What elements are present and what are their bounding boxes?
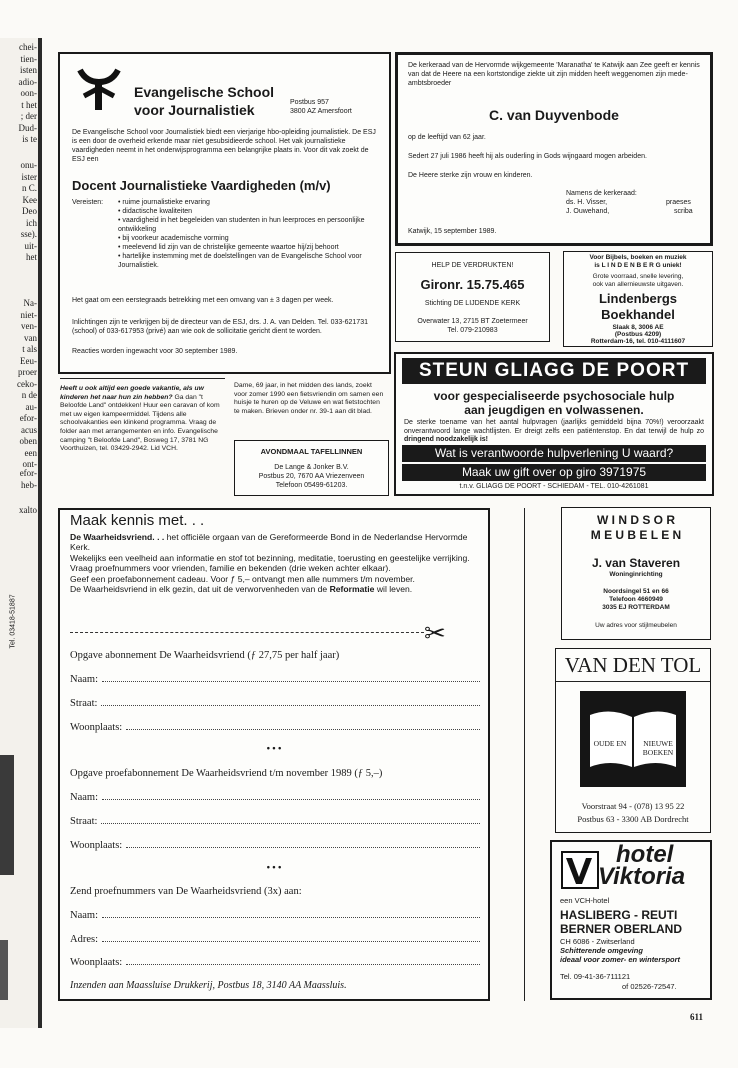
avondmaal-line-1: De Lange & Jonker B.V. (274, 464, 349, 471)
wv-separator-2: • • • (266, 862, 282, 872)
obituary-place-date: Katwijk, 15 september 1989. (408, 228, 497, 235)
left-strip-line: een (24, 447, 37, 458)
hotel-logo-icon (560, 850, 600, 890)
left-strip-line: au- (25, 401, 37, 412)
gliagg-title: STEUN GLIAGG DE POORT (402, 358, 706, 384)
esj-logo-icon (74, 64, 124, 114)
avondmaal-ad (234, 440, 389, 496)
esj-address-1: Postbus 957 (290, 99, 329, 106)
left-strip-line: t als (22, 344, 37, 354)
wv-form3-naam[interactable]: Naam: (70, 910, 480, 921)
obituary-ad (395, 52, 713, 246)
left-strip-line: isten (20, 65, 37, 75)
esj-address-2: 3800 AZ Amersfoort (290, 108, 352, 115)
wv-form1-woonplaats[interactable]: Woonplaats: (70, 722, 480, 733)
wv-form1-naam[interactable]: Naam: (70, 674, 480, 685)
obituary-sign2-name: J. Ouwehand, (566, 208, 610, 215)
ldk-org: Stichting DE LIJDENDE KERK (424, 300, 521, 307)
vakantie-text: Heeft u ook altijd een goede vakantie, als uw kinderen het naar hun zin hebben? Ga dan "t Beloofde Land" ontdekken! Huur een caravan of kom met uw eigen kampeermiddel. Tijdens alle schoolvakanties een klinkend programma. Vraag de folder aan met arrangementen en info. Evangelische camping "t Beloofde Land", Bosweg 17, 3781 NG Voorthuizen, tel. 03429-2942. Lid VCH. (60, 385, 220, 453)
gliagg-footer: t.n.v. GLIAGG DE POORT - SCHIEDAM - TEL. 010-4261081 (459, 483, 649, 490)
left-strip-line: is te (22, 134, 37, 144)
obituary-sign1-role: praeses (666, 199, 691, 206)
requirement-item: • hartelijke instemming met de doelstellingen van de Evangelische School voor Journalistiek. (118, 253, 362, 269)
esj-para2: Het gaat om een eerstegraads betrekking met een omvang van ± 3 dagen per week. (72, 297, 334, 304)
waarheidsvriend-ad (58, 508, 490, 1001)
windsor-sub: Woninginrichting (609, 571, 663, 578)
wv-section-2: Opgave proefabonnement De Waarheidsvriend t/m november 1989 (ƒ 5,–) (70, 768, 383, 779)
obituary-sign1-name: ds. H. Visser, (566, 199, 608, 206)
left-strip-line: ceko- (17, 378, 37, 389)
page-number: 611 (690, 1012, 704, 1022)
left-strip-text-a (1, 42, 37, 146)
avondmaal-title: AVONDMAAL TAFELLINNEN (260, 447, 363, 456)
left-strip-line: ister (21, 171, 37, 182)
wv-form2-straat[interactable]: Straat: (70, 816, 480, 827)
requirement-item: • didactische kwaliteiten (118, 208, 193, 215)
left-strip-line: n C. (21, 183, 37, 193)
windsor-line-1: W I N D S O R (597, 513, 675, 527)
wv-section-1: Opgave abonnement De Waarheidsvriend (ƒ 27,75 per half jaar) (70, 650, 340, 661)
lijdende-kerk-ad (395, 252, 550, 342)
wv-separator-1: • • • (266, 743, 282, 753)
lb-sub-1: Grote voorraad, snelle levering, (592, 273, 684, 280)
vakantie-ad (60, 378, 225, 501)
hotel-tel-1: Tel. 09-41-36-711121 (560, 972, 631, 981)
left-strip-line: ; der (20, 111, 37, 121)
left-strip-text-c (1, 298, 37, 471)
lb-header-1: Voor Bijbels, boeken en muziek (589, 254, 687, 261)
hotel-place-2: BERNER OBERLAND (560, 922, 683, 936)
obituary-strength: De Heere sterke zijn vrouw en kinderen. (408, 172, 533, 179)
lb-name-1: Lindenbergs (598, 291, 677, 306)
wv-heading: Maak kennis met. . . (70, 512, 205, 529)
vandentol-right: NIEUWE BOEKEN (642, 739, 674, 757)
hotel-logo-text-2: Viktoria (598, 863, 686, 890)
obituary-intro: De kerkeraad van de Hervormde wijkgemeente 'Maranatha' te Katwijk aan Zee geeft er kennis van dat de Heere na een kortstondige ziekte uit zijn midden heeft weggenomen zijn mede-ambtsbroeder (408, 62, 700, 87)
vandentol-name: VAN DEN TOL (564, 653, 702, 677)
lb-addr-2: (Postbus 4209) (614, 331, 662, 338)
left-strip-line: sse). (20, 229, 37, 239)
gliagg-giro: Maak uw gift over op giro 3971975 (402, 464, 706, 481)
left-strip-line: n de (21, 390, 37, 400)
requirement-item: • ruime journalistieke ervaring (118, 199, 210, 206)
esj-req-label: Vereisten: (72, 199, 104, 206)
left-strip-line: Dud- (18, 122, 37, 133)
windsor-line-2: M E U B E L E N (590, 528, 682, 542)
esj-name-1: Evangelische School (134, 84, 275, 100)
hotel-tel-2: of 02526-72547. (622, 982, 677, 991)
left-strip-line: proer (18, 367, 37, 377)
esj-job-title: Docent Journalistieke Vaardigheden (m/v) (72, 178, 331, 193)
obituary-name: C. van Duyvenbode (489, 107, 619, 123)
column-divider (524, 508, 525, 1001)
esj-requirements (118, 198, 368, 270)
wv-form2-naam[interactable]: Naam: (70, 792, 480, 803)
wv-cut-line (70, 632, 424, 633)
left-strip-line: efor- (19, 413, 37, 423)
left-strip-line: heb- (21, 479, 37, 490)
dame-ad: Dame, 69 jaar, in het midden des lands, zoekt voor zomer 1990 een fietsvriendin om samen een huisje te huren op de Veluwe en wat fietstochten te maken. Brieven onder nr. 39-1 aan dit blad. (234, 382, 384, 415)
hotel-viktoria-ad (550, 840, 712, 1000)
hotel-tag-2: ideaal voor zomer- en wintersport (560, 955, 681, 964)
obituary-age: op de leeftijd van 62 jaar. (408, 134, 486, 141)
hotel-vch: een VCH-hotel (560, 896, 610, 905)
esj-para4: Reacties worden ingewacht voor 30 september 1989. (72, 348, 238, 355)
left-strip-dark-ad (0, 755, 14, 875)
gliagg-sub-2: aan jeugdigen en volwassenen. (464, 403, 644, 417)
hotel-logo-text-1: hotel (616, 841, 674, 868)
left-strip-line: efor- (19, 468, 37, 478)
left-strip-line: onu- (20, 160, 37, 170)
vandentol-addr-1: Voorstraat 94 - (078) 13 95 22 (581, 801, 685, 811)
windsor-addr-2: Telefoon 4660949 (609, 596, 663, 603)
ldk-giro: Gironr. 15.75.465 (420, 277, 525, 292)
requirement-item: • bij voorkeur academische vorming (118, 235, 229, 242)
ldk-address: Overwater 13, 2715 BT Zoetermeer (417, 318, 528, 325)
left-strip-line: xalto (19, 505, 37, 515)
wv-form2-woonplaats[interactable]: Woonplaats: (70, 840, 480, 851)
obituary-sign-label: Namens de kerkeraad: (566, 190, 637, 197)
wv-form3-adres[interactable]: Adres: (70, 934, 480, 945)
obituary-since: Sedert 27 juli 1986 heeft hij als ouderling in Gods wijngaard mogen arbeiden. (408, 153, 647, 160)
lb-sub-2: ook van allernieuwste uitgaven. (592, 281, 684, 288)
lb-name-2: Boekhandel (601, 307, 675, 322)
left-strip-line: adio- (18, 76, 37, 87)
obituary-sign2-role: scriba (674, 208, 693, 215)
wv-form3-woonplaats[interactable]: Woonplaats: (70, 957, 480, 968)
lb-addr-1: Slaak 8, 3006 AE (612, 324, 664, 331)
lb-addr-3: Rotterdam-16, tel. 010-4111607 (590, 338, 686, 345)
left-strip-line: uit- (24, 240, 37, 251)
vandentol-ad (555, 648, 711, 833)
left-strip-line: van (24, 332, 37, 343)
left-strip-line: Na- (23, 298, 37, 308)
esj-ad (58, 52, 391, 374)
wv-section-3: Zend proefnummers van De Waarheidsvriend (3x) aan: (70, 886, 302, 897)
gliagg-question: Wat is verantwoorde hulpverlening U waard? (402, 445, 706, 462)
lindenbergs-ad (563, 251, 713, 347)
avondmaal-line-2: Postbus 20, 7670 AA Vriezenveen (258, 473, 365, 480)
left-strip-text-b (1, 160, 37, 264)
vandentol-addr-2: Postbus 63 - 3300 AB Dordrecht (577, 814, 689, 824)
wv-footer: Inzenden aan Maassluise Drukkerij, Postbus 18, 3140 AA Maassluis. (70, 980, 347, 991)
left-strip-phone: Tel. 03418-51887 (9, 594, 17, 649)
left-strip-line: Kee (22, 194, 37, 205)
left-strip-text-d (1, 468, 37, 491)
left-strip-dark-ad-2 (0, 940, 8, 1000)
windsor-name: J. van Staveren (591, 556, 681, 570)
esj-name-2: voor Journalistiek (134, 102, 255, 118)
gliagg-ad (394, 352, 714, 496)
vandentol-left: OUDE EN (593, 739, 627, 748)
hotel-tag-1: Schitterende omgeving (560, 946, 643, 955)
hotel-place-1: HASLIBERG - REUTI (560, 908, 678, 922)
ldk-tel: Tel. 079-210983 (447, 327, 498, 334)
windsor-ad (561, 507, 711, 640)
windsor-note: Uw adres voor stijlmeubelen (595, 622, 677, 629)
windsor-addr-3: 3035 EJ ROTTERDAM (602, 604, 670, 611)
scissors-icon: ✂ (424, 618, 446, 648)
left-strip-line: Deo (22, 206, 37, 216)
left-strip-line: tien- (20, 53, 37, 64)
esj-para3: Inlichtingen zijn te verkrijgen bij de directeur van de ESJ, drs. J. A. van Delden. Tel. 033-621731 (school) of 033-617953 (privé) aan wie ook de sollicitatie gericht dient te worden. (72, 319, 368, 335)
lb-header-2: is L I N D E N B E R G uniek! (594, 262, 682, 269)
wv-intro: De Waarheidsvriend. . . het officiële orgaan van de Gereformeerde Bond in de Nederlandse Hervormde Kerk. Wekelijks een veelheid aan informatie en stof tot bezinning, meditatie, toerusting en geestelijke verrijking. Vraag proefnummers voor vrienden, familie en bekenden (drie weken achter elkaar). Geef een proefabonnement cadeau. Voor ƒ 5,– ontvangt men alle nummers t/m november. De Waarheidsvriend in elk gezin, dat uit de verworvenheden van de Reformatie wil leven. (70, 532, 470, 595)
vandentol-rule (556, 681, 710, 682)
left-strip-line: Eeu- (20, 355, 37, 366)
left-strip-line: het (26, 252, 37, 262)
gliagg-body: De sterke toename van het aantal hulpvragen (jaarlijks gemiddeld bijna 70%!) veroorzaakt onverantwoord lange wachtlijsten. Er dreigt zelfs een patiëntenstop. En dat terwijl de hulp zo dringend noodzakelijk is! (404, 419, 704, 443)
left-strip-line: chei- (19, 42, 37, 52)
left-strip-text-e (1, 505, 37, 517)
avondmaal-line-3: Telefoon 05499-61203. (275, 482, 348, 489)
left-strip-line: t het (21, 99, 37, 110)
hotel-country: CH 6086 - Zwitserland (560, 937, 635, 946)
left-strip-line: oben (19, 436, 37, 446)
gliagg-sub-1: voor gespecialiseerde psychosociale hulp (433, 389, 675, 403)
left-strip-line: ont- (22, 459, 37, 469)
left-strip-line: ich (26, 217, 37, 228)
left-strip-line: acus (21, 424, 37, 435)
ldk-header: HELP DE VERDRUKTEN! (431, 262, 514, 269)
wv-form1-straat[interactable]: Straat: (70, 698, 480, 709)
requirement-item: • meelevend lid zijn van de christelijke gemeente waartoe hij/zij behoort (118, 244, 339, 251)
requirement-item: • vaardigheid in het begeleiden van studenten in hun leerproces en persoonlijke ontwikkeling (118, 217, 365, 233)
left-strip-line: oon- (20, 88, 37, 98)
left-strip-line: niet- (20, 309, 37, 320)
windsor-addr-1: Noordsingel 51 en 66 (603, 588, 669, 595)
left-strip-line: ven- (21, 321, 37, 331)
esj-intro: De Evangelische School voor Journalistiek biedt een vierjarige hbo-opleiding journalistiek. De ESJ is een door de overheid erkende maar niet gesubsidieerde school. Het vak journalistieke vaardigheden neemt in het onderwijsprogramma een belangrijke plaats in. Voor dit vak zoekt de ESJ een (72, 129, 376, 163)
